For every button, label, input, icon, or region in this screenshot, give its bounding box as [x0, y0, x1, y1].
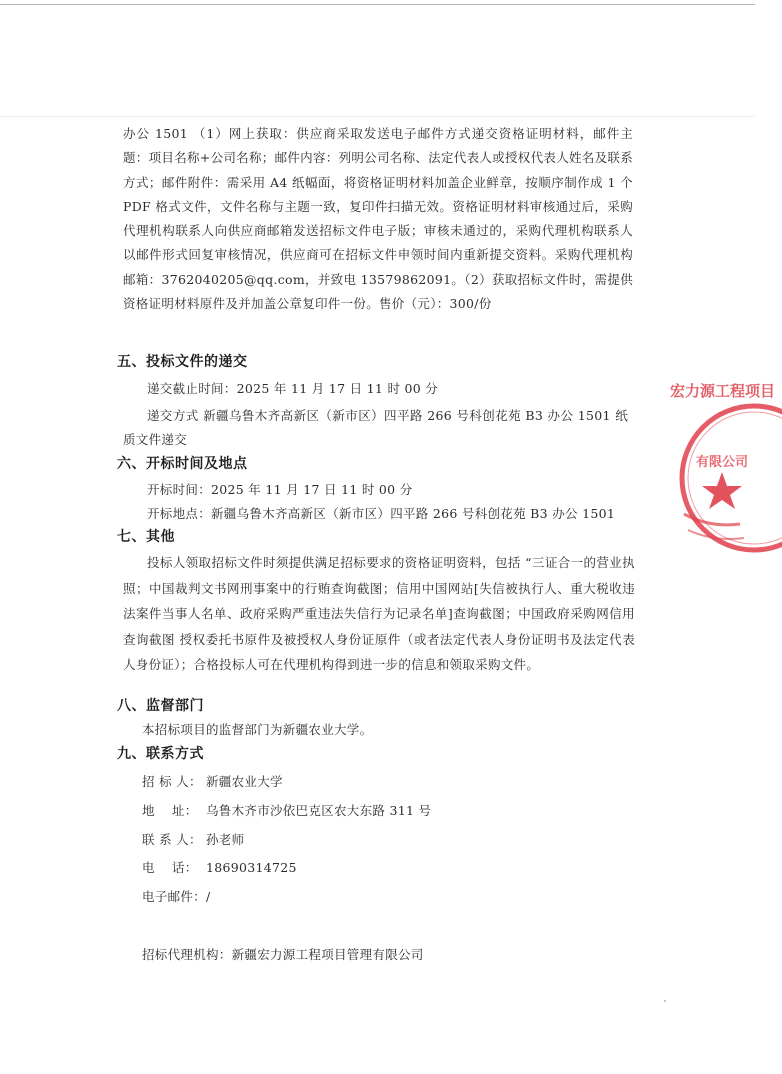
- seal-star-icon: [702, 472, 742, 509]
- section6-heading: 六、开标时间及地点: [117, 456, 248, 472]
- contact-agency: [142, 945, 424, 965]
- contact-tenderer-value: 新疆农业大学: [206, 774, 283, 789]
- contact-phone-key: 电 话：: [142, 860, 198, 875]
- contact-address-value: 乌鲁木齐市沙依巴克区农大东路 311 号: [206, 803, 432, 818]
- contact-agency-value: 新疆宏力源工程项目管理有限公司: [231, 947, 424, 962]
- section8-heading: 八、监督部门: [117, 698, 204, 714]
- section5-deadline: 递交截止时间：2025 年 11 月 17 日 11 时 00 分: [147, 381, 439, 396]
- seal-arc-text: 宏力源工程项目: [670, 382, 776, 400]
- contact-address-key: 地 址：: [142, 803, 198, 818]
- section9-heading: 九、联系方式: [117, 746, 204, 762]
- contact-person-key: 联 系 人：: [142, 832, 202, 847]
- contact-person-value: 孙老师: [206, 832, 245, 847]
- intro-paragraph: 办公 1501 （1）网上获取：供应商采取发送电子邮件方式递交资格证明材料，邮件主题：项目名称+公司名称；邮件内容：列明公司名称、法定代表人或授权代表人姓名及联系方式；邮件附件：需采用 A4 纸幅面，将资格证明材料加盖企业鲜章，按顺序制作成 1 个 PDF 格式文件，文件名称与主题一致，复印件扫描无效。资格证明材料审核通过后，采购代理机构联系人向供应商邮箱发送招标文件电子版；审核未通过的，采购代理机构联系人以邮件形式回复审核情况，供应商可在招标文件申领时间内重新提交资料。采购代理机构邮箱：3762040205@qq.com，并致电 13579862091。（2）获取招标文件时，需提供资格证明材料原件及并加盖公章复印件一份。售价（元）：300/份: [123, 126, 633, 312]
- contact-email-value: /: [206, 889, 211, 904]
- contact-tenderer-key: 招 标 人：: [142, 774, 202, 789]
- section7-heading: 七、其他: [117, 529, 175, 545]
- scan-speck: [664, 1000, 666, 1002]
- contact-phone-value: 18690314725: [206, 860, 297, 875]
- contact-agency-key: 招标代理机构：: [142, 947, 232, 962]
- section5-heading: 五、投标文件的递交: [117, 354, 248, 370]
- seal-mid-text: 有限公司: [696, 455, 749, 470]
- contact-person: [142, 830, 244, 850]
- section5-method: 递交方式 新疆乌鲁木齐高新区（新市区）四平路 266 号科创花苑 B3 办公 1501 纸质文件递交: [123, 408, 628, 448]
- section8-body: 本招标项目的监督部门为新疆农业大学。: [142, 722, 373, 737]
- contact-tenderer: [142, 772, 283, 792]
- contact-phone: [142, 858, 297, 878]
- contact-email: [142, 887, 211, 907]
- section6-place: 开标地点：新疆乌鲁木齐高新区（新市区）四平路 266 号科创花苑 B3 办公 1501: [147, 506, 616, 521]
- company-seal-stamp: [670, 382, 782, 560]
- section7-body: 投标人领取招标文件时须提供满足招标要求的资格证明资料，包括 “三证合一的营业执照；中国裁判文书网刑事案中的行贿查询截图；信用中国网站[失信被执行人、重大税收违法案件当事人名单、政府采购严重违法失信行为记录名单]查询截图；中国政府采购网信用查询截图 授权委托书原件及被授权人身份证原件（或者法定代表人身份证明书及法定代表人身份证）；合格投标人可在代理机构得到进一步的信息和领取采购文件。: [123, 555, 635, 672]
- contact-email-key: 电子邮件：: [142, 889, 207, 904]
- contact-address: [142, 801, 431, 821]
- section6-time: 开标时间：2025 年 11 月 17 日 11 时 00 分: [147, 482, 413, 497]
